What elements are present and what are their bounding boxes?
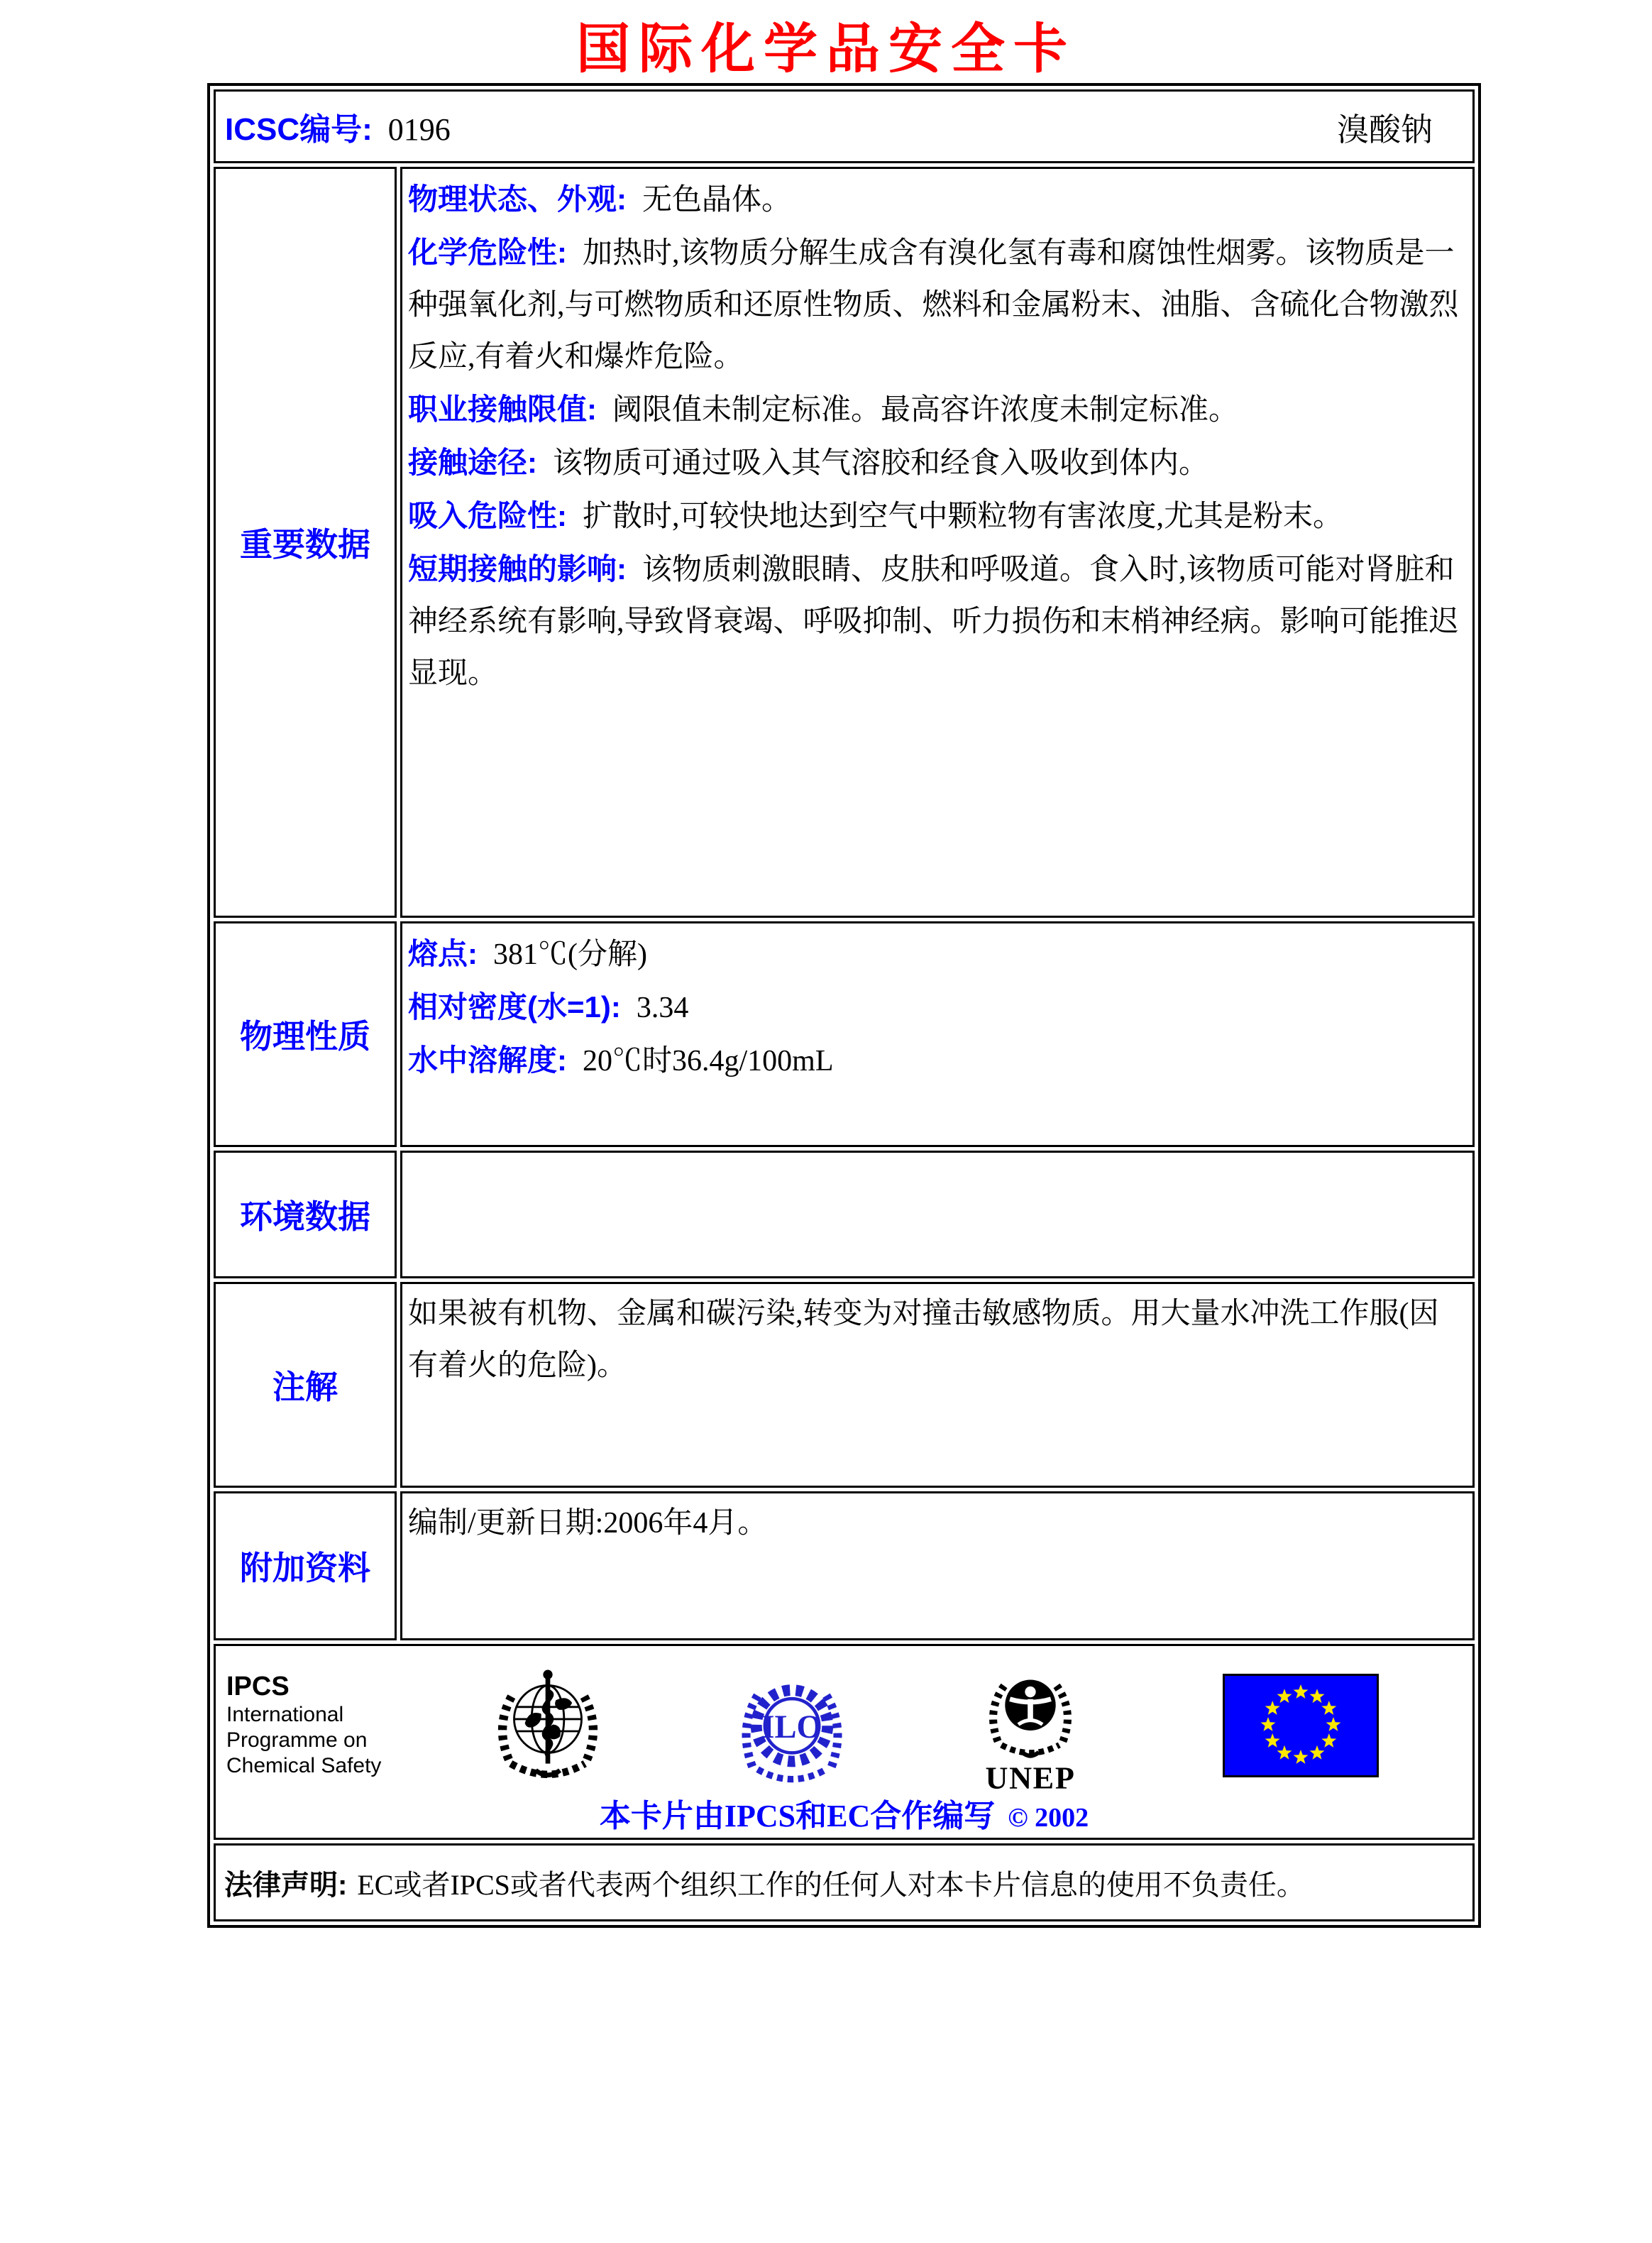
field-label: 职业接触限值: [408, 393, 597, 426]
row-logos [214, 1644, 1475, 1840]
page-title: 国际化学品安全卡 [576, 17, 1076, 80]
eu-flag-icon [1223, 1674, 1379, 1781]
field-label: 接触途径: [408, 446, 537, 479]
section-title-notes: 注解 [214, 1282, 397, 1488]
field-label: 相对密度(水=1): [408, 990, 621, 1024]
additional-info-content [400, 1491, 1475, 1640]
field-label: 水中溶解度: [408, 1043, 567, 1077]
ipcs-line-1: International [226, 1703, 344, 1726]
field-text: 20℃时36.4g/100mL [583, 1045, 834, 1077]
who-emblem-icon [480, 1655, 615, 1797]
legal-notice [214, 1843, 1475, 1921]
paragraph-chemical-danger [408, 226, 1461, 383]
legal-label: 法律声明: [224, 1869, 348, 1901]
melting-point [408, 928, 1461, 981]
row-additional-info [214, 1491, 1475, 1640]
icsc-number-value: 0196 [387, 112, 451, 147]
row-physical-properties [214, 921, 1475, 1147]
environmental-data-content [400, 1151, 1475, 1278]
ipcs-line-3: Chemical Safety [226, 1754, 382, 1777]
legal-text: EC或者IPCS或者代表两个组织工作的任何人对本卡片信息的使用不负责任。 [357, 1868, 1305, 1901]
ipcs-heading: IPCS [226, 1672, 290, 1701]
section-title-additional: 附加资料 [214, 1491, 397, 1640]
field-text: 该物质可通过吸入其气溶胶和经食入吸收到体内。 [553, 447, 1209, 480]
ipcs-text-block [226, 1671, 381, 1779]
paragraph-physical-state [408, 173, 1461, 226]
field-label: 物理状态、外观: [408, 182, 627, 216]
section-title-environment: 环境数据 [214, 1151, 397, 1278]
header-row [214, 89, 1475, 163]
field-label: 吸入危险性: [408, 499, 567, 532]
field-label: 熔点: [408, 937, 478, 970]
ilo-emblem-icon [726, 1662, 858, 1798]
ilo-letters: ILO [761, 1709, 822, 1746]
field-label: 编制/更新日期: [408, 1507, 604, 1540]
credit-line [216, 1790, 1472, 1836]
field-text: 无色晶体。 [642, 184, 792, 216]
physical-properties-content [400, 921, 1475, 1147]
field-text: 扩散时,可较快地达到空气中颗粒物有害浓度,尤其是粉末。 [583, 500, 1343, 533]
field-text: 阈限值未制定标准。最高容许浓度未制定标准。 [612, 394, 1239, 427]
notes-content: 如果被有机物、金属和碳污染,转变为对撞击敏感物质。用大量水冲洗工作服(因有着火的危险)。 [400, 1282, 1475, 1488]
water-solubility [408, 1034, 1461, 1087]
field-label: 化学危险性: [408, 236, 567, 269]
field-text: 3.34 [636, 992, 689, 1024]
field-text: 2006年4月。 [603, 1507, 768, 1540]
important-data-content [400, 167, 1475, 918]
update-date [408, 1498, 1461, 1550]
row-legal [214, 1843, 1475, 1921]
section-title-important: 重要数据 [214, 167, 397, 918]
row-important-data [214, 167, 1475, 918]
unep-letters: UNEP [985, 1760, 1076, 1796]
credit-text: 本卡片由IPCS和EC合作编写 [599, 1799, 996, 1833]
section-title-physical: 物理性质 [214, 921, 397, 1147]
field-label: 短期接触的影响: [408, 552, 627, 586]
copyright-text: © 2002 [1008, 1803, 1089, 1833]
row-notes [214, 1282, 1475, 1488]
paragraph-inhalation-risk [408, 490, 1461, 543]
icsc-card-table [207, 83, 1481, 1928]
paragraph-short-term-effects [408, 543, 1461, 700]
paragraph-exposure-route [408, 437, 1461, 490]
paragraph-occupational-limit [408, 383, 1461, 437]
ipcs-line-2: Programme on [226, 1728, 368, 1752]
row-environmental-data [214, 1151, 1475, 1278]
field-text: 该物质刺激眼睛、皮肤和呼吸道。食入时,该物质可能对肾脏和神经系统有影响,导致肾衰竭、呼吸抑制、听力损伤和末梢神经病。影响可能推迟显现。 [408, 554, 1459, 690]
icsc-number-group [225, 104, 451, 149]
unep-emblem-icon [970, 1655, 1091, 1801]
icsc-number-label: ICSC编号: [225, 112, 373, 147]
field-text: 加热时,该物质分解生成含有溴化氢有毒和腐蚀性烟雾。该物质是一种强氧化剂,与可燃物质和还原性物质、燃料和金属粉末、油脂、含硫化合物激烈反应,有着火和爆炸危险。 [408, 237, 1459, 373]
relative-density [408, 981, 1461, 1034]
logos-strip [216, 1647, 1472, 1837]
field-text: 381℃(分解) [493, 938, 647, 971]
chemical-name: 溴酸钠 [1336, 111, 1433, 148]
